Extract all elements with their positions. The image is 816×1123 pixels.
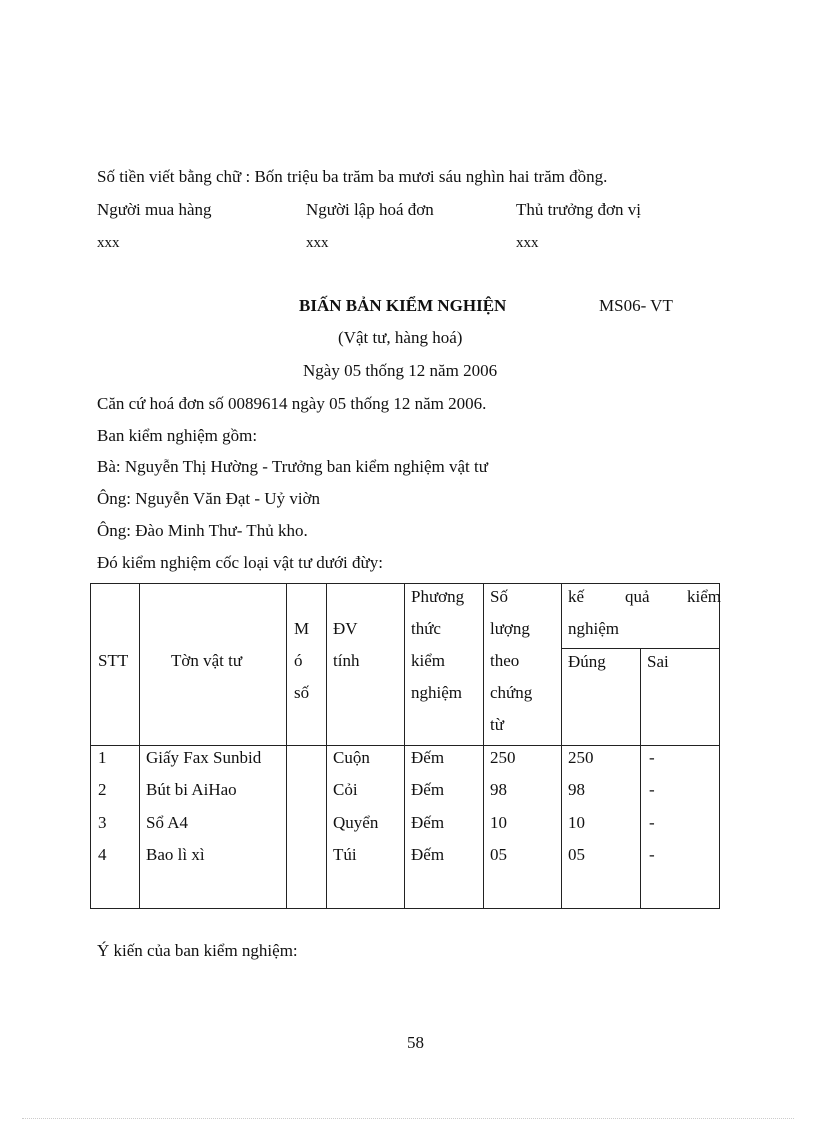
col-code bbox=[287, 746, 327, 909]
table-row-3-unit: Quyển bbox=[333, 813, 379, 832]
board-opinion: Ý kiến của ban kiểm nghiệm: bbox=[97, 941, 298, 960]
table-row-1-unit: Cuộn bbox=[333, 748, 370, 767]
table-row-4-name: Bao lì xì bbox=[146, 845, 205, 864]
table-row-4-stt: 4 bbox=[98, 845, 107, 864]
header-wrong: Sai bbox=[641, 649, 720, 746]
table-row-2-unit: Cỏi bbox=[333, 780, 358, 799]
col-wrong bbox=[641, 746, 720, 909]
table-row-1-qty: 250 bbox=[490, 748, 516, 767]
page-number: 58 bbox=[407, 1033, 424, 1052]
header-name: Tờn vật tư bbox=[140, 584, 287, 746]
table-row-3-method: Đếm bbox=[411, 813, 445, 832]
signer-head-sign: xxx bbox=[516, 235, 539, 251]
header-result: kế quả kiểm nghiệm bbox=[562, 584, 720, 649]
header-unit: ĐV tính bbox=[327, 584, 405, 746]
minutes-title: BIẤN BẢN KIỂM NGHIỆN bbox=[299, 296, 507, 315]
table-row-4-wrong: - bbox=[649, 845, 655, 864]
table-row-3-wrong: - bbox=[649, 813, 655, 832]
col-correct bbox=[562, 746, 641, 909]
minutes-line-intro: Đó kiểm nghiệm cốc loại vật tư dưới đừy: bbox=[97, 553, 383, 572]
header-correct: Đúng bbox=[562, 649, 641, 746]
amount-in-words: Số tiền viết bằng chữ : Bốn triệu ba trăm ba mươi sáu nghìn hai trăm đồng. bbox=[97, 167, 608, 186]
signer-buyer-role: Người mua hàng bbox=[97, 200, 212, 219]
table-row-2-name: Bút bi AiHao bbox=[146, 780, 237, 799]
col-stt bbox=[91, 746, 140, 909]
minutes-date: Ngày 05 thống 12 năm 2006 bbox=[303, 361, 498, 380]
header-quantity: Số lượng theo chứng từ bbox=[484, 584, 562, 746]
table-row-1-stt: 1 bbox=[98, 748, 107, 767]
col-method bbox=[405, 746, 484, 909]
col-name bbox=[140, 746, 287, 909]
table-row-2-stt: 2 bbox=[98, 780, 107, 799]
signer-invoice-maker-role: Người lập hoá đơn bbox=[306, 200, 434, 219]
table-row-2-correct: 98 bbox=[568, 780, 585, 799]
table-row-1-method: Đếm bbox=[411, 748, 445, 767]
header-code: M ó số bbox=[287, 584, 327, 746]
col-quantity bbox=[484, 746, 562, 909]
signer-buyer-sign: xxx bbox=[97, 235, 120, 251]
table-row-3-name: Sổ A4 bbox=[146, 813, 189, 832]
table-row-1-name: Giấy Fax Sunbid bbox=[146, 748, 262, 767]
inspection-table bbox=[90, 583, 720, 909]
table-row-4-unit: Túi bbox=[333, 845, 357, 864]
minutes-line-member-1: Bà: Nguyễn Thị Hường - Trưởng ban kiểm nghiệm vật tư bbox=[97, 457, 488, 476]
signer-invoice-maker-sign: xxx bbox=[306, 235, 329, 251]
page-bottom-rule bbox=[22, 1118, 794, 1119]
form-code: MS06- VT bbox=[599, 296, 673, 315]
table-row-1-correct: 250 bbox=[568, 748, 594, 767]
table-row-3-stt: 3 bbox=[98, 813, 107, 832]
minutes-line-member-2: Ông: Nguyễn Văn Đạt - Uỷ viờn bbox=[97, 489, 321, 508]
table-row-2-qty: 98 bbox=[490, 780, 507, 799]
table-row-3-correct: 10 bbox=[568, 813, 585, 832]
table-row-4-correct: 05 bbox=[568, 845, 585, 864]
minutes-line-member-3: Ông: Đào Minh Thư- Thủ kho. bbox=[97, 521, 308, 540]
header-stt: STT bbox=[91, 584, 140, 746]
signer-head-role: Thủ trưởng đơn vị bbox=[516, 200, 641, 219]
table-row-3-qty: 10 bbox=[490, 813, 507, 832]
header-method: Phương thức kiểm nghiệm bbox=[405, 584, 484, 746]
table-row-2-wrong: - bbox=[649, 780, 655, 799]
minutes-subtitle: (Vật tư, hàng hoá) bbox=[338, 328, 463, 347]
table-row-4-qty: 05 bbox=[490, 845, 507, 864]
table-row-2-method: Đếm bbox=[411, 780, 445, 799]
col-unit bbox=[327, 746, 405, 909]
table-row-1-wrong: - bbox=[649, 748, 655, 767]
minutes-line-board: Ban kiểm nghiệm gồm: bbox=[97, 426, 258, 445]
minutes-line-invoice-ref: Căn cứ hoá đơn số 0089614 ngày 05 thống 12 năm 2006. bbox=[97, 394, 487, 413]
table-row-4-method: Đếm bbox=[411, 845, 445, 864]
